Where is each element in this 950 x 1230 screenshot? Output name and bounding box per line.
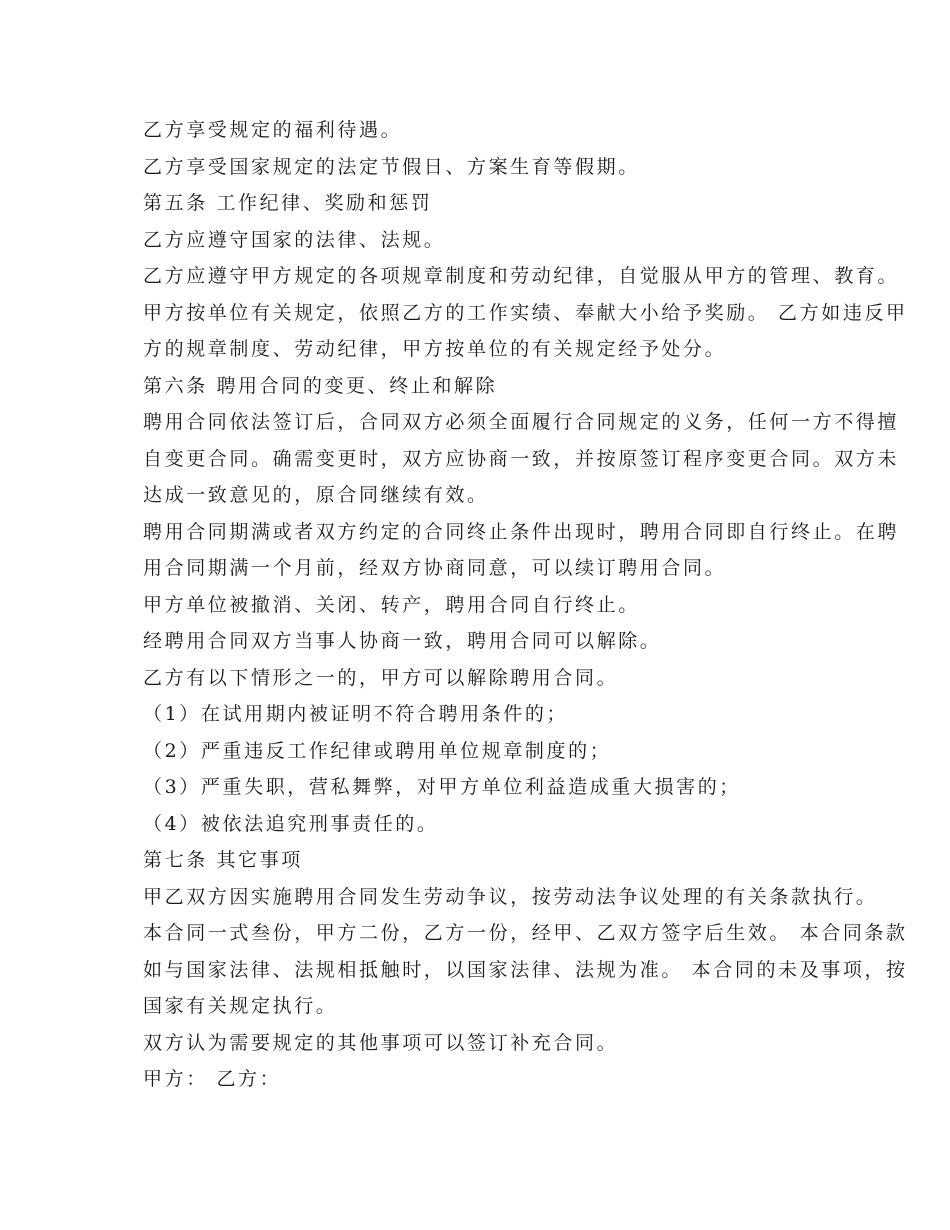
paragraph	[143, 409, 900, 519]
text-line: （1）在试用期内被证明不符合聘用条件的；	[143, 703, 569, 725]
paragraph	[143, 154, 823, 191]
paragraph	[143, 519, 900, 592]
text-line: 第五条 工作纪律、奖励和惩罚	[143, 192, 433, 214]
text-line: 甲方单位被撤消、关闭、转产，聘用合同自行终止。	[143, 593, 640, 616]
paragraph	[143, 665, 823, 702]
paragraph	[143, 263, 900, 300]
paragraph	[143, 117, 823, 154]
text-line: 聘用合同依法签订后，合同双方必须全面履行合同规定的义务，任何一方不得擅	[143, 411, 900, 433]
text-line: 国家有关规定执行。	[143, 995, 338, 1017]
paragraph	[143, 190, 823, 227]
text-line: 自变更合同。确需变更时，双方应协商一致，并按原签订程序变更合同。双方未	[143, 447, 900, 470]
text-line: 甲方按单位有关规定，依照乙方的工作实绩、奉献大小给予奖励。 乙方如违反甲	[143, 301, 908, 324]
paragraph	[143, 811, 823, 848]
text-line: 乙方享受国家规定的法定节假日、方案生育等假期。	[143, 155, 640, 178]
text-line: 聘用合同期满或者双方约定的合同终止条件出现时，聘用合同即自行终止。在聘	[143, 520, 900, 543]
paragraph	[143, 738, 823, 775]
text-line: 第六条 聘用合同的变更、终止和解除	[143, 374, 498, 397]
paragraph	[143, 1030, 823, 1067]
text-line: （2）严重违反工作纪律或聘用单位规章制度的；	[143, 739, 612, 762]
text-line: 乙方应遵守国家的法律、法规。	[143, 228, 446, 251]
text-line: （4）被依法追究刑事责任的。	[143, 812, 439, 835]
paragraph	[143, 884, 878, 921]
paragraph	[143, 628, 823, 665]
paragraph	[143, 227, 823, 264]
paragraph	[143, 774, 823, 811]
text-line: 甲乙双方因实施聘用合同发生劳动争议，按劳动法争议处理的有关条款执行。	[143, 885, 878, 908]
text-line: 双方认为需要规定的其他事项可以签订补充合同。	[143, 1031, 619, 1054]
text-line: 第七条 其它事项	[143, 849, 303, 871]
text-line: 如与国家法律、法规相抵触时，以国家法律、法规为准。 本合同的未及事项，按	[143, 958, 908, 981]
document-page	[143, 117, 908, 1103]
paragraph	[143, 300, 908, 373]
text-line: 甲方： 乙方：	[143, 1068, 282, 1090]
text-line: 达成一致意见的，原合同继续有效。	[143, 484, 489, 506]
text-line: 方的规章制度、劳动纪律，甲方按单位的有关规定经予处分。	[143, 338, 727, 360]
paragraph	[143, 373, 823, 410]
paragraph	[143, 920, 908, 1030]
text-line: 经聘用合同双方当事人协商一致，聘用合同可以解除。	[143, 630, 662, 652]
text-line: （3）严重失职，营私舞弊，对甲方单位利益造成重大损害的；	[143, 776, 741, 798]
text-line: 乙方享受规定的福利待遇。	[143, 119, 403, 141]
paragraph	[143, 701, 823, 738]
text-line: 乙方有以下情形之一的，甲方可以解除聘用合同。	[143, 666, 619, 689]
paragraph	[143, 847, 823, 884]
text-line: 用合同期满一个月前，经双方协商同意，可以续订聘用合同。	[143, 557, 727, 579]
text-line: 本合同一式叁份，甲方二份，乙方一份，经甲、乙双方签字后生效。 本合同条款	[143, 922, 908, 944]
paragraph	[143, 592, 823, 629]
text-line: 乙方应遵守甲方规定的各项规章制度和劳动纪律，自觉服从甲方的管理、教育。	[143, 265, 900, 287]
paragraph	[143, 1066, 823, 1103]
